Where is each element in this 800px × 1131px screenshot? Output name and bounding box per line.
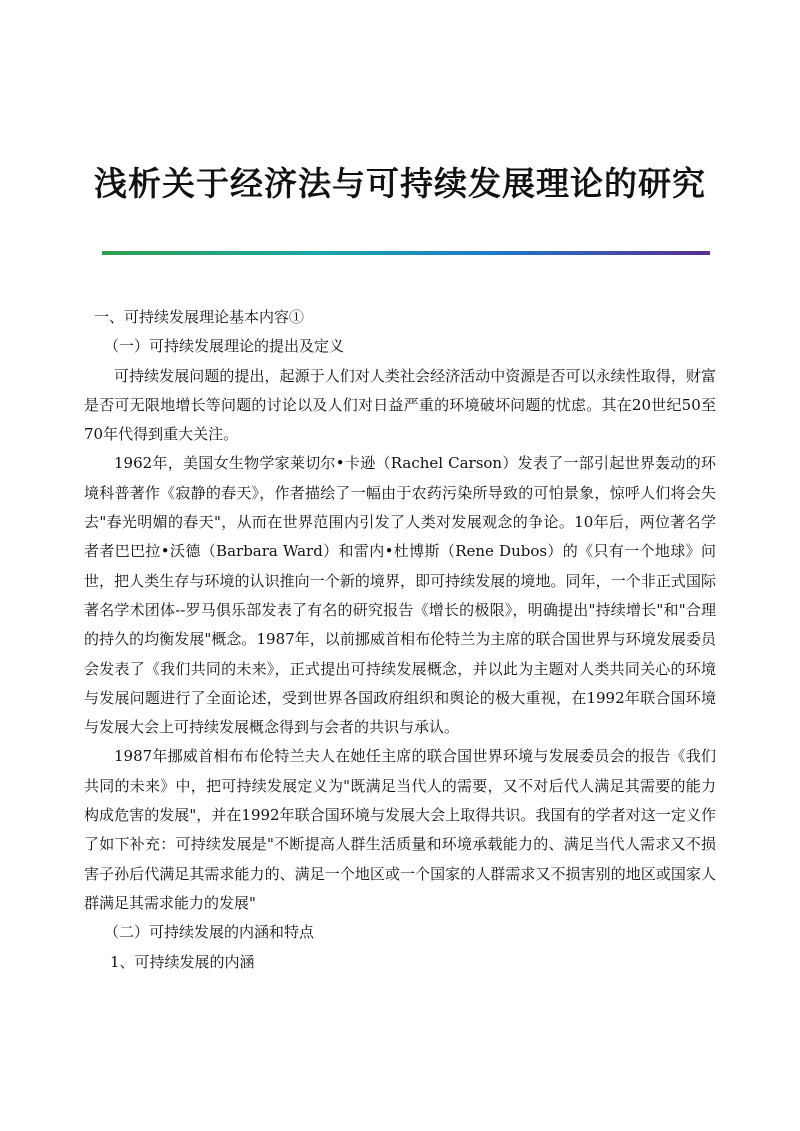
paragraph: 可持续发展问题的提出，起源于人们对人类社会经济活动中资源是否可以永续性取得，财富是否可无限地增长等问题的讨论以及人们对日益严重的环境破坏问题的忧虑。其在20世纪50至70年代得到重大关注。 — [84, 366, 716, 444]
paragraph: 1962年，美国女生物学家莱切尔•卡逊（Rachel Carson）发表了一部引起世界轰动的环境科普著作《寂静的春天》，作者描绘了一幅由于农药污染所导致的可怕景象，惊呼人们将会失去"春光明媚的春天"，从而在世界范围内引发了人类对发展观念的争论。10年后，两位著名学者者巴巴拉•沃德（Barbara Ward）和雷内•杜博斯（Rene Dubos）的《只有一个地球》问世，把人类生存与环境的认识推向一个新的境界，即可持续发展的境地。同年，一个非正式国际著名学术团体--罗马俱乐部发表了有名的研究报告《增长的极限》，明确提出"持续增长"和"合理的持久的均衡发展"概念。1987年，以前挪威首相布伦特兰为主席的联合国世界与环境发展委员会发表了《我们共同的未来》，正式提出可持续发展概念，并以此为主题对人类共同关心的环境与发展问题进行了全面论述，受到世界各国政府组织和舆论的极大重视，在1992年联合国环境与发展大会上可持续发展概念得到与会者的共识与承认。 — [84, 454, 716, 737]
subsection-heading: （二）可持续发展的内涵和特点 — [104, 923, 315, 942]
subsection-heading: （一）可持续发展理论的提出及定义 — [104, 337, 345, 356]
document-body — [84, 303, 716, 977]
sub-subsection-heading: 1、可持续发展的内涵 — [110, 952, 255, 971]
section-heading: 一、可持续发展理论基本内容① — [94, 308, 305, 326]
title-divider — [102, 251, 710, 255]
document-title: 浅析关于经济法与可持续发展理论的研究 — [94, 164, 706, 203]
paragraph: 1987年挪威首相布布伦特兰夫人在她任主席的联合国世界环境与发展委员会的报告《我们共同的未来》中，把可持续发展定义为"既满足当代人的需要，又不对后代人满足其需要的能力构成危害的发展"，并在1992年联合国环境与发展大会上取得共识。我国有的学者对这一定义作了如下补充：可持续发展是"不断提高人群生活质量和环境承载能力的、满足当代人需求又不损害子孙后代满足其需求能力的、满足一个地区或一个国家的人群需求又不损害别的地区或国家人群满足其需求能力的发展" — [84, 747, 716, 912]
